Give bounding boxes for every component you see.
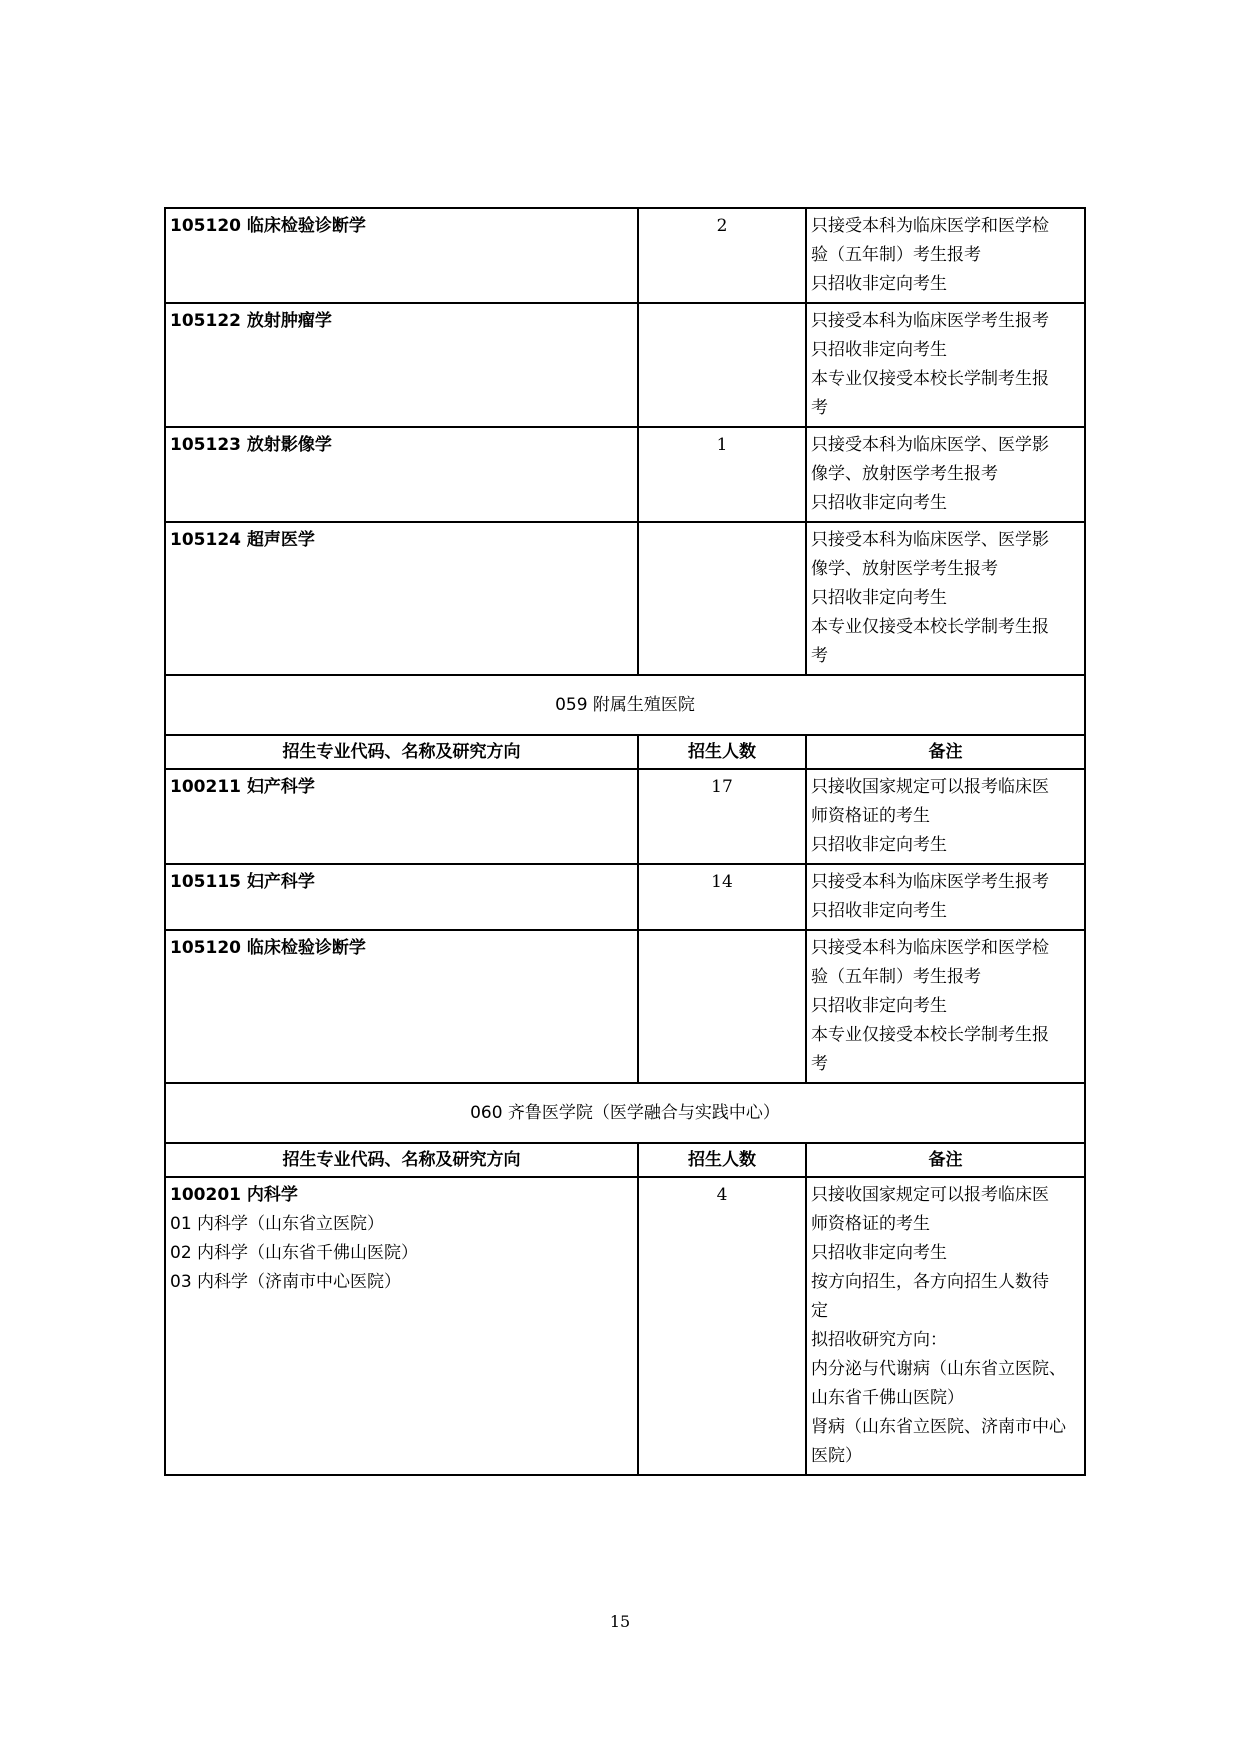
program-cell — [165, 522, 638, 675]
program-cell — [165, 303, 638, 427]
program-cell — [165, 930, 638, 1083]
section-title-059: 059 附属生殖医院 — [165, 675, 1085, 735]
remark-line: 师资格证的考生 — [811, 1214, 930, 1234]
enrollment-count: 17 — [638, 769, 806, 864]
research-direction: 03 内科学（济南市中心医院） — [170, 1272, 402, 1292]
enrollment-count: 1 — [638, 427, 806, 522]
program-code-name: 105123 放射影像学 — [170, 435, 332, 455]
remark-line: 验（五年制）考生报考 — [811, 967, 981, 987]
program-code-name: 105120 临床检验诊断学 — [170, 938, 366, 958]
remark-line: 考 — [811, 646, 828, 666]
enrollment-count — [638, 522, 806, 675]
header-program: 招生专业代码、名称及研究方向 — [165, 1143, 638, 1177]
table-header-row — [165, 735, 1085, 769]
remark-line: 按方向招生，各方向招生人数待 — [811, 1272, 1049, 1292]
remark-line: 只招收非定向考生 — [811, 1243, 947, 1263]
remark-line: 像学、放射医学考生报考 — [811, 559, 998, 579]
remark-line: 医院） — [811, 1446, 862, 1466]
table-row — [165, 930, 1085, 1083]
program-cell — [165, 769, 638, 864]
remarks-cell — [806, 769, 1085, 864]
remark-line: 本专业仅接受本校长学制考生报 — [811, 1025, 1049, 1045]
remark-line: 只招收非定向考生 — [811, 835, 947, 855]
remarks-cell — [806, 930, 1085, 1083]
remark-line: 考 — [811, 1054, 828, 1074]
research-direction: 02 内科学（山东省千佛山医院） — [170, 1243, 419, 1263]
remarks-cell — [806, 427, 1085, 522]
table-row — [165, 1177, 1085, 1475]
remark-line: 只招收非定向考生 — [811, 996, 947, 1016]
remark-line: 拟招收研究方向： — [811, 1330, 947, 1350]
section-title-row — [165, 675, 1085, 735]
remark-line: 只招收非定向考生 — [811, 274, 947, 294]
remark-line: 只招收非定向考生 — [811, 340, 947, 360]
remarks-cell — [806, 522, 1085, 675]
remarks-cell — [806, 864, 1085, 930]
header-remarks: 备注 — [806, 735, 1085, 769]
remark-line: 本专业仅接受本校长学制考生报 — [811, 617, 1049, 637]
program-cell — [165, 1177, 638, 1475]
remark-line: 只接受本科为临床医学、医学影 — [811, 435, 1049, 455]
header-count: 招生人数 — [638, 735, 806, 769]
admissions-table — [164, 207, 1086, 1476]
remark-line: 考 — [811, 398, 828, 418]
enrollment-count: 14 — [638, 864, 806, 930]
enrollment-count — [638, 930, 806, 1083]
remark-line: 只招收非定向考生 — [811, 588, 947, 608]
program-code-name: 105120 临床检验诊断学 — [170, 216, 366, 236]
remark-line: 只接受本科为临床医学考生报考 — [811, 872, 1049, 892]
program-code-name: 105124 超声医学 — [170, 530, 315, 550]
program-code-name: 100211 妇产科学 — [170, 777, 315, 797]
remark-line: 师资格证的考生 — [811, 806, 930, 826]
remark-line: 只招收非定向考生 — [811, 901, 947, 921]
remark-line: 只接受本科为临床医学考生报考 — [811, 311, 1049, 331]
program-code-name: 100201 内科学 — [170, 1185, 298, 1205]
table-row — [165, 769, 1085, 864]
remark-line: 只接收国家规定可以报考临床医 — [811, 777, 1049, 797]
remark-line: 只接收国家规定可以报考临床医 — [811, 1185, 1049, 1205]
program-cell — [165, 208, 638, 303]
remark-line: 只接受本科为临床医学、医学影 — [811, 530, 1049, 550]
table-header-row — [165, 1143, 1085, 1177]
table-row — [165, 522, 1085, 675]
program-cell — [165, 427, 638, 522]
remark-line: 山东省千佛山医院） — [811, 1388, 964, 1408]
table-row — [165, 303, 1085, 427]
table-row — [165, 208, 1085, 303]
remark-line: 只招收非定向考生 — [811, 493, 947, 513]
remark-line: 只接受本科为临床医学和医学检 — [811, 216, 1049, 236]
program-code-name: 105122 放射肿瘤学 — [170, 311, 332, 331]
section-title-060: 060 齐鲁医学院（医学融合与实践中心） — [165, 1083, 1085, 1143]
research-direction: 01 内科学（山东省立医院） — [170, 1214, 385, 1234]
remark-line: 定 — [811, 1301, 828, 1321]
header-remarks: 备注 — [806, 1143, 1085, 1177]
program-code-name: 105115 妇产科学 — [170, 872, 315, 892]
header-count: 招生人数 — [638, 1143, 806, 1177]
table-body — [165, 208, 1085, 1475]
remark-line: 肾病（山东省立医院、济南市中心 — [811, 1417, 1066, 1437]
section-title-row — [165, 1083, 1085, 1143]
remark-line: 内分泌与代谢病（山东省立医院、 — [811, 1359, 1066, 1379]
enrollment-count: 4 — [638, 1177, 806, 1475]
header-program: 招生专业代码、名称及研究方向 — [165, 735, 638, 769]
enrollment-count — [638, 303, 806, 427]
table-row — [165, 427, 1085, 522]
remark-line: 本专业仅接受本校长学制考生报 — [811, 369, 1049, 389]
remarks-cell — [806, 303, 1085, 427]
remarks-cell — [806, 1177, 1085, 1475]
enrollment-count: 2 — [638, 208, 806, 303]
remark-line: 验（五年制）考生报考 — [811, 245, 981, 265]
program-cell — [165, 864, 638, 930]
page-number: 15 — [609, 1612, 631, 1631]
remark-line: 像学、放射医学考生报考 — [811, 464, 998, 484]
remark-line: 只接受本科为临床医学和医学检 — [811, 938, 1049, 958]
remarks-cell — [806, 208, 1085, 303]
table-row — [165, 864, 1085, 930]
